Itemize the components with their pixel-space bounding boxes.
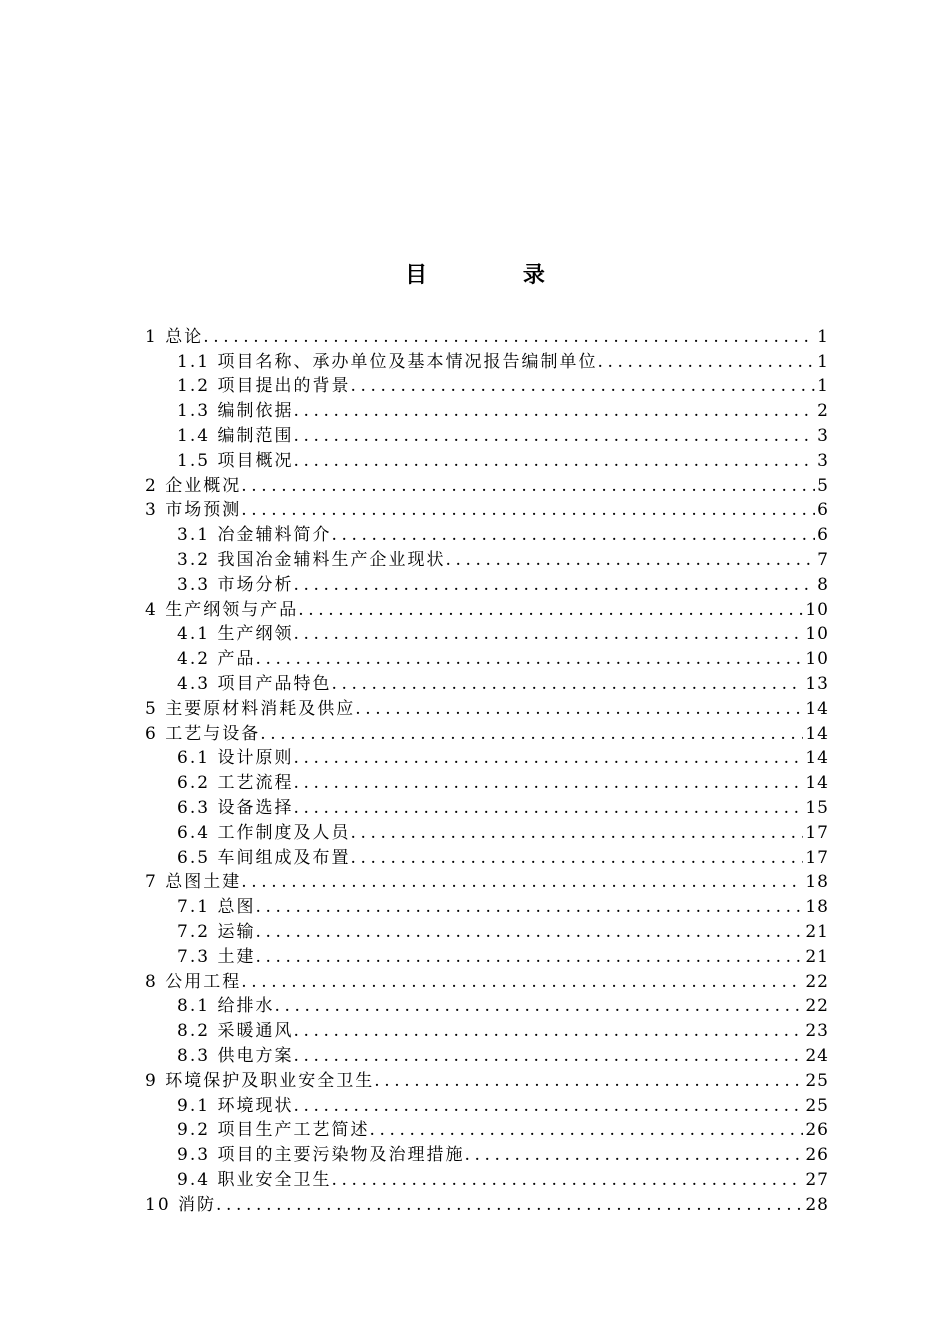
toc-leader-dots [331, 672, 803, 696]
toc-leader-dots [597, 350, 815, 374]
toc-entry-page: 1 [817, 326, 829, 347]
toc-entry-page: 6 [817, 525, 829, 546]
toc-entry-page: 28 [805, 1194, 829, 1215]
toc-entry[interactable] [145, 870, 829, 895]
toc-entry-label: 3.1 冶金辅料简介 [177, 525, 332, 546]
toc-entry-page: 21 [805, 921, 829, 942]
toc-leader-dots [355, 697, 803, 721]
toc-entry-label: 1.2 项目提出的背景 [177, 376, 351, 397]
toc-entry-label: 8.2 采暖通风 [177, 1021, 294, 1042]
toc-entry[interactable] [145, 423, 829, 448]
page-title: 目 录 [405, 262, 589, 288]
toc-leader-dots [255, 920, 803, 944]
toc-entry-page: 25 [805, 1095, 829, 1116]
toc-leader-dots [293, 1019, 803, 1043]
toc-entry-page: 14 [805, 698, 829, 719]
toc-entry-page: 26 [805, 1145, 829, 1166]
toc-entry[interactable] [145, 646, 829, 671]
toc-entry[interactable] [145, 1018, 829, 1043]
toc-entry[interactable] [145, 349, 829, 374]
toc-entry-page: 10 [805, 624, 829, 645]
toc-leader-dots [293, 399, 815, 423]
toc-entry-page: 25 [805, 1070, 829, 1091]
toc-entry[interactable] [145, 1167, 829, 1192]
toc-leader-dots [293, 424, 815, 448]
toc-entry-page: 27 [805, 1169, 829, 1190]
toc-entry-page: 1 [817, 351, 829, 372]
table-of-contents [145, 324, 829, 1217]
toc-entry[interactable] [145, 473, 829, 498]
toc-entry-label: 6.2 工艺流程 [177, 773, 294, 794]
toc-entry-page: 21 [805, 946, 829, 967]
toc-entry-label: 7.3 土建 [177, 946, 256, 967]
toc-entry[interactable] [145, 845, 829, 870]
toc-entry[interactable] [145, 622, 829, 647]
toc-leader-dots [293, 1044, 803, 1068]
toc-entry-page: 18 [805, 872, 829, 893]
toc-entry-page: 2 [817, 401, 829, 422]
toc-entry[interactable] [145, 547, 829, 572]
toc-entry[interactable] [145, 721, 829, 746]
toc-entry-page: 6 [817, 500, 829, 521]
toc-entry[interactable] [145, 1043, 829, 1068]
toc-entry-label: 8 公用工程 [145, 971, 242, 992]
toc-entry-page: 14 [805, 773, 829, 794]
toc-entry-label: 1 总论 [145, 326, 204, 347]
toc-entry[interactable] [145, 324, 829, 349]
toc-entry-page: 24 [805, 1045, 829, 1066]
toc-entry[interactable] [145, 770, 829, 795]
toc-entry-label: 6.3 设备选择 [177, 797, 294, 818]
toc-entry-page: 18 [805, 897, 829, 918]
toc-leader-dots [241, 970, 803, 994]
toc-leader-dots [260, 722, 803, 746]
toc-entry-label: 7 总图土建 [145, 872, 242, 893]
toc-entry-page: 14 [805, 723, 829, 744]
toc-leader-dots [293, 746, 803, 770]
toc-entry-label: 8.1 给排水 [177, 996, 275, 1017]
toc-leader-dots [350, 821, 803, 845]
toc-entry-page: 3 [817, 425, 829, 446]
toc-entry-label: 9.3 项目的主要污染物及治理措施 [177, 1145, 465, 1166]
toc-entry-label: 5 主要原材料消耗及供应 [145, 698, 356, 719]
toc-entry[interactable] [145, 1068, 829, 1093]
toc-entry-label: 6.5 车间组成及布置 [177, 847, 351, 868]
toc-entry-label: 1.1 项目名称、承办单位及基本情况报告编制单位 [177, 351, 598, 372]
toc-entry-label: 9.1 环境现状 [177, 1095, 294, 1116]
toc-entry[interactable] [145, 1093, 829, 1118]
toc-leader-dots [350, 374, 815, 398]
toc-leader-dots [331, 1168, 803, 1192]
toc-entry-page: 26 [805, 1120, 829, 1141]
toc-entry-label: 10 消防 [145, 1194, 217, 1215]
toc-entry-label: 3.3 市场分析 [177, 574, 294, 595]
toc-leader-dots [293, 1094, 803, 1118]
toc-entry[interactable] [145, 374, 829, 399]
toc-entry[interactable] [145, 1192, 829, 1217]
toc-entry-label: 9 环境保护及职业安全卫生 [145, 1070, 375, 1091]
toc-entry[interactable] [145, 795, 829, 820]
toc-entry-page: 15 [805, 797, 829, 818]
toc-entry[interactable] [145, 696, 829, 721]
toc-entry[interactable] [145, 572, 829, 597]
toc-leader-dots [298, 598, 803, 622]
toc-leader-dots [369, 1118, 803, 1142]
toc-entry-page: 22 [805, 996, 829, 1017]
toc-entry-page: 8 [817, 574, 829, 595]
toc-leader-dots [255, 945, 803, 969]
toc-leader-dots [255, 647, 803, 671]
toc-leader-dots [241, 870, 803, 894]
toc-entry-page: 5 [817, 475, 829, 496]
toc-entry-page: 10 [805, 599, 829, 620]
toc-entry[interactable] [145, 969, 829, 994]
toc-entry-label: 4.3 项目产品特色 [177, 673, 332, 694]
toc-entry-page: 22 [805, 971, 829, 992]
toc-leader-dots [445, 548, 815, 572]
toc-entry-label: 9.2 项目生产工艺简述 [177, 1120, 370, 1141]
toc-leader-dots [331, 523, 815, 547]
toc-entry-label: 8.3 供电方案 [177, 1045, 294, 1066]
toc-entry[interactable] [145, 746, 829, 771]
toc-leader-dots [274, 994, 803, 1018]
toc-leader-dots [464, 1143, 803, 1167]
toc-entry-label: 6 工艺与设备 [145, 723, 261, 744]
toc-entry[interactable] [145, 671, 829, 696]
toc-leader-dots [350, 846, 803, 870]
toc-entry-label: 4.1 生产纲领 [177, 624, 294, 645]
toc-entry-label: 3.2 我国冶金辅料生产企业现状 [177, 549, 446, 570]
toc-entry-label: 7.1 总图 [177, 897, 256, 918]
toc-entry-page: 14 [805, 748, 829, 769]
toc-entry[interactable] [145, 919, 829, 944]
toc-entry-label: 7.2 运输 [177, 921, 256, 942]
toc-entry[interactable] [145, 398, 829, 423]
toc-leader-dots [293, 449, 815, 473]
toc-leader-dots [216, 1193, 803, 1217]
toc-entry-page: 10 [805, 649, 829, 670]
toc-entry[interactable] [145, 597, 829, 622]
toc-entry-page: 13 [805, 673, 829, 694]
toc-leader-dots [241, 498, 815, 522]
toc-leader-dots [293, 796, 803, 820]
toc-entry[interactable] [145, 894, 829, 919]
toc-entry-label: 1.4 编制范围 [177, 425, 294, 446]
toc-entry-label: 9.4 职业安全卫生 [177, 1169, 332, 1190]
toc-leader-dots [374, 1069, 803, 1093]
toc-leader-dots [255, 895, 803, 919]
toc-leader-dots [203, 325, 815, 349]
toc-leader-dots [293, 573, 815, 597]
toc-entry[interactable] [145, 944, 829, 969]
toc-entry[interactable] [145, 1142, 829, 1167]
toc-entry-page: 3 [817, 450, 829, 471]
toc-entry-label: 3 市场预测 [145, 500, 242, 521]
toc-leader-dots [241, 474, 815, 498]
toc-entry-label: 6.1 设计原则 [177, 748, 294, 769]
toc-entry-label: 4 生产纲领与产品 [145, 599, 299, 620]
toc-leader-dots [293, 622, 803, 646]
toc-entry-page: 17 [805, 822, 829, 843]
toc-entry-label: 1.5 项目概况 [177, 450, 294, 471]
toc-entry-page: 23 [805, 1021, 829, 1042]
toc-entry[interactable] [145, 448, 829, 473]
toc-entry[interactable] [145, 1118, 829, 1143]
toc-entry[interactable] [145, 820, 829, 845]
toc-entry[interactable] [145, 498, 829, 523]
toc-leader-dots [293, 771, 803, 795]
toc-entry-label: 1.3 编制依据 [177, 401, 294, 422]
toc-entry-page: 17 [805, 847, 829, 868]
toc-entry[interactable] [145, 522, 829, 547]
toc-entry-label: 2 企业概况 [145, 475, 242, 496]
toc-entry-page: 7 [817, 549, 829, 570]
toc-entry-label: 6.4 工作制度及人员 [177, 822, 351, 843]
toc-entry-label: 4.2 产品 [177, 649, 256, 670]
toc-entry-page: 1 [817, 376, 829, 397]
toc-entry[interactable] [145, 994, 829, 1019]
